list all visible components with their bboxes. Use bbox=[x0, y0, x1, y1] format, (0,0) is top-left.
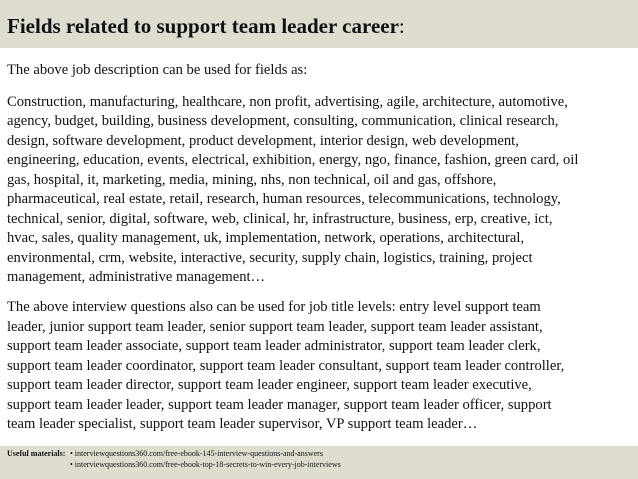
levels-line: The above interview questions also can be used for job title levels: entry level support team bbox=[7, 298, 541, 315]
footer-link[interactable]: • interviewquestions360.com/free-ebook-top-18-secrets-to-win-every-job-interviews bbox=[70, 460, 341, 469]
fields-line: gas, hospital, it, marketing, media, mining, nhs, non technical, oil and gas, offshore, bbox=[7, 171, 497, 188]
page-title bbox=[7, 14, 628, 38]
page-title-text: Fields related to support team leader career bbox=[7, 14, 399, 38]
fields-paragraph bbox=[7, 93, 635, 288]
fields-line: agency, budget, building, business development, consulting, communication, clinical research, bbox=[7, 113, 559, 130]
footer-row bbox=[7, 448, 638, 459]
footer-link[interactable]: • interviewquestions360.com/free-ebook-145-interview-questions-and-answers bbox=[70, 449, 323, 458]
fields-line: design, software development, product development, interior design, web development, bbox=[7, 132, 519, 149]
title-bar bbox=[0, 0, 638, 48]
fields-line: environmental, crm, website, interactive, security, supply chain, logistics, training, project bbox=[7, 249, 533, 266]
levels-line: leader, junior support team leader, senior support team leader, support team leader assistant, bbox=[7, 318, 543, 335]
levels-line: support team leader coordinator, support team leader consultant, support team leader controller, bbox=[7, 357, 565, 374]
fields-line: engineering, education, events, electrical, exhibition, energy, ngo, finance, fashion, green card, oil bbox=[7, 152, 579, 169]
footer-row bbox=[7, 459, 638, 470]
fields-line: technical, senior, digital, software, web, clinical, hr, infrastructure, business, erp, creative, ict, bbox=[7, 210, 553, 227]
levels-line: support team leader director, support team leader engineer, support team leader executive, bbox=[7, 377, 532, 394]
fields-line: Construction, manufacturing, healthcare, non profit, advertising, agile, architecture, automotive, bbox=[7, 93, 568, 110]
fields-line: management, administrative management… bbox=[7, 269, 266, 286]
footer bbox=[0, 446, 638, 479]
levels-line: team leader specialist, support team leader supervisor, VP support team leader… bbox=[7, 416, 478, 433]
intro-text: The above job description can be used for fields as: bbox=[7, 62, 308, 78]
footer-label: Useful materials: bbox=[7, 449, 66, 458]
fields-line: hvac, sales, quality management, uk, implementation, network, operations, architectural, bbox=[7, 230, 525, 247]
levels-paragraph bbox=[7, 298, 635, 435]
main-content bbox=[7, 61, 635, 435]
footer-label-spacer bbox=[7, 459, 70, 470]
fields-line: pharmaceutical, real estate, retail, research, human resources, telecommunications, technology, bbox=[7, 191, 561, 208]
page-title-colon: : bbox=[398, 14, 405, 38]
levels-line: support team leader associate, support team leader administrator, support team leader clerk, bbox=[7, 338, 541, 355]
levels-line: support team leader leader, support team leader manager, support team leader officer, support bbox=[7, 396, 552, 413]
